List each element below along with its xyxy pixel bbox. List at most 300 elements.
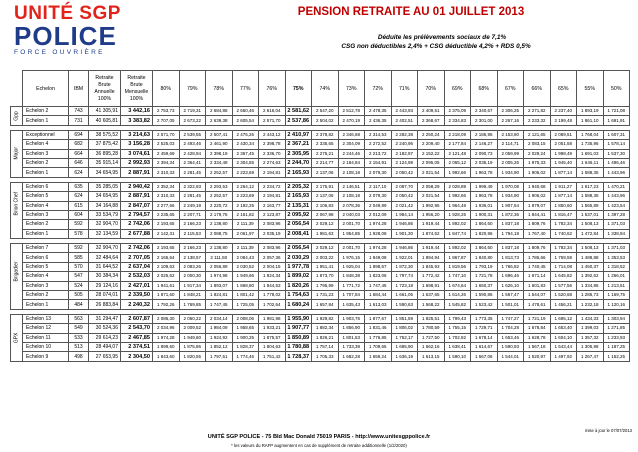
monthly-pension-cell: 2 304,50 [121, 352, 153, 361]
header-echelon: Echelon [23, 71, 69, 107]
pension-rate-cell: 2 166,23 [179, 244, 206, 253]
pension-rate-cell: 2 340,67 [471, 107, 498, 116]
pension-rate-cell: 2 478,35 [365, 107, 392, 116]
pension-rate-cell: 2 108,18 [338, 192, 365, 201]
pension-rate-cell: 1 956,20 [418, 210, 445, 219]
pension-rate-cell: 2 375,09 [444, 107, 471, 116]
pension-rate-cell: 2 605,54 [232, 116, 259, 125]
pension-rate-cell: 2 293,53 [206, 182, 233, 191]
pension-rate-cell: 2 194,81 [259, 192, 286, 201]
pension-rate-cell: 1 974,28 [153, 333, 180, 342]
table-row [11, 116, 630, 125]
pension-rate-cell: 2 050,42 [391, 192, 418, 201]
pension-rate-cell: 1 844,53 [259, 281, 286, 290]
pension-rate-cell: 2 090,73 [471, 149, 498, 158]
monthly-pension-cell: 2 742,06 [121, 244, 153, 253]
annual-pension-cell: 36 895,28 [89, 149, 121, 158]
pension-rate-cell: 1 795,99 [312, 281, 339, 290]
pension-rate-cell: 2 322,93 [179, 182, 206, 191]
pension-rate-cell: 2 470,19 [338, 116, 365, 125]
pension-rate-cell: 1 941,61 [153, 281, 180, 290]
pension-rate-cell: 2 305,95 [285, 149, 312, 158]
pension-rate-cell: 2 114,71 [497, 140, 524, 149]
pension-rate-cell: 1 900,31 [471, 210, 498, 219]
pension-rate-cell: 1 794,18 [497, 229, 524, 238]
table-row [11, 201, 630, 210]
pension-rate-cell: 1 613,03 [365, 300, 392, 309]
pension-rate-cell: 1 894,94 [418, 253, 445, 262]
pension-rate-cell: 1 906,02 [524, 168, 551, 177]
pension-rate-cell: 1 766,82 [497, 262, 524, 271]
pension-rate-cell: 1 674,64 [444, 281, 471, 290]
pension-rate-cell: 1 850,89 [285, 333, 312, 342]
pension-rate-cell: 2 067,98 [312, 210, 339, 219]
pension-rate-cell: 1 698,91 [418, 281, 445, 290]
monthly-pension-cell: 2 742,06 [121, 220, 153, 229]
pension-rate-cell: 1 590,10 [444, 352, 471, 361]
pension-rate-cell: 1 645,82 [550, 272, 577, 281]
monthly-pension-cell: 3 074,61 [121, 149, 153, 158]
pension-rate-cell: 2 193,65 [153, 220, 180, 229]
pension-rate-cell: 2 199,48 [550, 116, 577, 125]
pension-rate-cell: 1 877,67 [365, 314, 392, 323]
echelon-cell: Echelon 2 [23, 220, 69, 229]
pension-rate-cell: 1 650,37 [471, 281, 498, 290]
annual-pension-cell: 38 575,52 [89, 130, 121, 139]
pension-rate-cell: 2 277,66 [153, 201, 180, 210]
pension-rate-cell: 1 919,44 [418, 220, 445, 229]
pension-rate-cell: 1 772,42 [418, 272, 445, 281]
pension-rate-cell: 2 475,26 [232, 130, 259, 139]
pension-rate-cell: 2 235,65 [153, 210, 180, 219]
logo-line-3: FORCE OUVRIÈRE [14, 49, 105, 56]
pension-rate-cell: 2 060,22 [179, 314, 206, 323]
pension-rate-cell: 2 079,30 [365, 192, 392, 201]
pension-rate-cell: 2 281,45 [179, 168, 206, 177]
echelon-cell: Echelon 4 [23, 140, 69, 149]
pension-rate-cell: 1 628,78 [524, 333, 551, 342]
monthly-pension-cell: 3 442,16 [121, 107, 153, 116]
logo-line-1: UNITÉ SGP [14, 3, 121, 24]
pension-rate-cell: 2 571,70 [259, 116, 286, 125]
pension-rate-cell: 1 780,88 [285, 342, 312, 351]
ib-cell: 484 [69, 300, 89, 309]
page-title: PENSION RETRAITE AU 01 JUILLET 2013 [297, 6, 525, 18]
pension-rate-cell: 1 709,65 [365, 342, 392, 351]
pension-rate-cell: 1 882,34 [312, 324, 339, 333]
echelon-cell: Echelon 2 [23, 158, 69, 167]
annual-pension-cell: 34 654,95 [89, 192, 121, 201]
pension-rate-cell: 1 470,21 [603, 182, 630, 191]
monthly-pension-cell: 2 847,07 [121, 201, 153, 210]
pension-rate-cell: 1 567,18 [524, 342, 551, 351]
pension-rate-cell: 2 123,87 [259, 210, 286, 219]
pension-rate-cell: 2 121,48 [444, 149, 471, 158]
header-pct: 76% [259, 71, 286, 107]
pension-rate-cell: 2 493,46 [179, 140, 206, 149]
pension-rate-cell: 2 539,55 [179, 130, 206, 139]
pension-rate-cell: 1 685,90 [391, 342, 418, 351]
pension-rate-cell: 1 120,16 [603, 300, 630, 309]
pension-rate-cell: 1 954,85 [338, 229, 365, 238]
pension-rate-cell: 2 684,88 [206, 107, 233, 116]
pension-rate-cell: 1 801,53 [338, 333, 365, 342]
pension-rate-cell: 1 286,73 [577, 291, 604, 300]
pension-rate-cell: 2 061,97 [232, 229, 259, 238]
pension-rate-cell: 1 776,85 [365, 333, 392, 342]
pension-rate-cell: 2 165,93 [285, 168, 312, 177]
pension-rate-cell: 2 707,05 [153, 116, 180, 125]
annual-pension-cell: 35 915,14 [89, 158, 121, 167]
pension-rate-cell: 1 901,30 [391, 229, 418, 238]
echelon-cell: Echelon 1 [23, 300, 69, 309]
pension-rate-cell: 1 578,14 [603, 140, 630, 149]
table-row [11, 333, 630, 342]
pension-rate-cell: 1 757,14 [312, 342, 339, 351]
pension-rate-cell: 2 314,53 [365, 130, 392, 139]
pension-rate-cell: 1 840,80 [471, 253, 498, 262]
pension-rate-cell: 1 826,21 [312, 333, 339, 342]
table-row [11, 314, 630, 323]
pension-rate-cell: 1 981,98 [259, 314, 286, 323]
pension-rate-cell: 2 056,54 [285, 220, 312, 229]
pension-rate-cell: 1 740,45 [524, 262, 551, 271]
pension-rate-cell: 2 009,52 [179, 324, 206, 333]
ib-cell: 743 [69, 107, 89, 116]
pension-rate-cell: 1 568,22 [418, 300, 445, 309]
grade-label-cell [11, 130, 23, 177]
ib-cell: 570 [69, 262, 89, 271]
echelon-cell: Echelon 1 [23, 116, 69, 125]
grade-label: Major [13, 146, 20, 160]
pension-rate-cell: 2 282,38 [391, 130, 418, 139]
pension-rate-cell: 1 725,05 [232, 300, 259, 309]
pension-rate-cell: 2 166,23 [179, 220, 206, 229]
echelon-cell: Echelon 10 [23, 342, 69, 351]
pension-rate-cell: 2 109,63 [153, 262, 180, 271]
pension-rate-cell: 1 353,53 [603, 253, 630, 262]
pension-rate-cell: 1 786,66 [524, 253, 551, 262]
ib-cell: 524 [69, 281, 89, 290]
pension-rate-cell: 1 924,34 [259, 272, 286, 281]
header-ib: IBM [69, 71, 89, 107]
pension-rate-cell: 1 864,60 [471, 220, 498, 229]
pension-rate-cell: 1 397,28 [603, 210, 630, 219]
pension-rate-cell: 2 252,57 [206, 192, 233, 201]
pension-rate-cell: 1 852,12 [206, 342, 233, 351]
pension-rate-cell: 2 306,25 [497, 107, 524, 116]
echelon-cell: Echelon 2 [23, 291, 69, 300]
table-row [11, 107, 630, 116]
echelon-cell: Exceptionnel [23, 130, 69, 139]
pension-rate-cell: 2 249,19 [179, 201, 206, 210]
pension-rate-cell: 2 117,10 [365, 182, 392, 191]
pension-rate-cell: 2 034,14 [206, 314, 233, 323]
pension-rate-cell: 2 346,68 [338, 130, 365, 139]
echelon-cell: Echelon 5 [23, 262, 69, 271]
pension-rate-cell: 2 034,96 [153, 324, 180, 333]
pension-rate-cell: 2 218,09 [444, 130, 471, 139]
pension-rate-cell: 1 868,80 [232, 281, 259, 290]
pension-rate-cell: 2 004,15 [259, 262, 286, 271]
pension-rate-cell: 2 571,70 [153, 130, 180, 139]
pension-rate-cell: 2 310,33 [153, 192, 180, 201]
annual-pension-cell: 29 124,16 [89, 281, 121, 290]
pension-rate-cell: 2 304,55 [232, 158, 259, 167]
pension-rate-cell: 2 267,16 [497, 116, 524, 125]
pension-rate-cell: 2 095,92 [285, 210, 312, 219]
pension-rate-cell: 1 646,11 [577, 158, 604, 167]
pension-rate-cell: 2 111,50 [206, 253, 233, 262]
pension-rate-cell: 1 922,01 [391, 253, 418, 262]
pension-rate-cell: 1 911,27 [550, 182, 577, 191]
pension-rate-cell: 2 240,96 [391, 140, 418, 149]
pension-rate-cell: 2 581,62 [285, 107, 312, 116]
pension-rate-cell: 1 657,84 [312, 300, 339, 309]
pension-rate-cell: 1 617,23 [577, 182, 604, 191]
pension-rate-cell: 1 951,41 [312, 262, 339, 271]
pension-rate-cell: 1 964,48 [444, 201, 471, 210]
pension-rate-cell: 1 752,17 [391, 333, 418, 342]
pension-rate-cell: 2 059,99 [497, 149, 524, 158]
pension-rate-cell: 2 028,89 [444, 182, 471, 191]
pension-rate-cell: 2 244,46 [338, 149, 365, 158]
grade-label: Brion Chef [13, 192, 20, 216]
pension-rate-cell: 1 318,52 [603, 262, 630, 271]
pension-rate-cell: 1 478,61 [524, 300, 551, 309]
pension-rate-cell: 1 936,01 [471, 201, 498, 210]
pension-rate-cell: 2 083,96 [259, 244, 286, 253]
table-row [11, 324, 630, 333]
pension-rate-cell: 1 399,03 [577, 324, 604, 333]
pension-rate-cell: 1 992,66 [444, 192, 471, 201]
pension-rate-cell: 2 271,82 [524, 107, 551, 116]
annual-pension-cell: 37 875,42 [89, 140, 121, 149]
pension-rate-cell: 1 907,77 [285, 324, 312, 333]
pension-rate-cell: 1 946,86 [391, 244, 418, 253]
pension-rate-cell: 1 434,33 [577, 314, 604, 323]
pension-rate-cell: 1 488,88 [577, 253, 604, 262]
annual-pension-cell: 30 524,36 [89, 324, 121, 333]
pension-rate-cell: 2 029,24 [524, 149, 551, 158]
echelon-cell: Echelon 5 [23, 192, 69, 201]
grade-label-cell [11, 244, 23, 310]
pension-rate-cell: 1 797,51 [206, 352, 233, 361]
ib-cell: 615 [69, 201, 89, 210]
pension-rate-cell: 1 545,82 [444, 300, 471, 309]
pension-rate-cell: 1 861,10 [577, 116, 604, 125]
pension-rate-cell: 1 782,34 [550, 220, 577, 229]
pension-rate-cell: 2 443,93 [391, 107, 418, 116]
pension-rate-cell: 1 659,24 [365, 352, 392, 361]
echelon-cell: Echelon 1 [23, 229, 69, 238]
pension-rate-cell: 2 029,12 [312, 220, 339, 229]
monthly-pension-cell: 2 940,42 [121, 182, 153, 191]
pension-rate-cell: 2 233,32 [524, 116, 551, 125]
pension-rate-cell: 1 727,50 [418, 333, 445, 342]
pension-rate-cell: 2 000,30 [179, 272, 206, 281]
ib-cell: 547 [69, 272, 89, 281]
pension-rate-cell: 2 461,90 [206, 140, 233, 149]
grade-label: Brigadier [13, 261, 20, 282]
pension-rate-cell: 1 691,91 [603, 116, 630, 125]
pension-rate-cell: 1 820,55 [179, 352, 206, 361]
pension-rate-cell: 1 740,62 [550, 229, 577, 238]
pension-rate-cell: 2 083,15 [524, 140, 551, 149]
pension-rate-cell: 1 955,90 [285, 314, 312, 323]
pension-rate-cell: 1 567,47 [497, 291, 524, 300]
pension-rate-cell: 1 851,59 [391, 314, 418, 323]
monthly-pension-cell: 2 532,03 [121, 272, 153, 281]
annual-pension-cell: 40 605,81 [89, 116, 121, 125]
pension-rate-cell: 1 590,93 [497, 342, 524, 351]
logo [14, 4, 174, 58]
pension-rate-cell: 1 590,86 [471, 291, 498, 300]
pension-rate-cell: 2 035,19 [259, 229, 286, 238]
header-pct: 50% [603, 71, 630, 107]
annual-pension-cell: 29 614,23 [89, 333, 121, 342]
pension-rate-cell: 1 906,02 [524, 192, 551, 201]
ib-cell: 592 [69, 244, 89, 253]
pension-rate-cell: 2 237,40 [550, 107, 577, 116]
pension-rate-cell: 1 357,32 [577, 333, 604, 342]
monthly-pension-cell: 3 214,63 [121, 130, 153, 139]
pension-rate-cell: 1 662,16 [418, 342, 445, 351]
pension-rate-cell: 1 653,40 [550, 324, 577, 333]
pension-rate-cell: 1 925,04 [338, 262, 365, 271]
pension-rate-cell: 1 751,42 [259, 352, 286, 361]
pension-rate-cell: 2 272,52 [365, 140, 392, 149]
pension-rate-cell: 1 977,78 [285, 262, 312, 271]
pension-rate-cell: 2 512,78 [338, 107, 365, 116]
monthly-pension-cell: 2 992,93 [121, 158, 153, 167]
pension-rate-cell: 2 304,09 [338, 140, 365, 149]
pension-rate-cell: 2 275,21 [312, 149, 339, 158]
pension-rate-cell: 2 088,75 [206, 229, 233, 238]
table-row [11, 229, 630, 238]
pension-rate-cell: 2 056,89 [206, 262, 233, 271]
echelon-cell: Echelon 4 [23, 272, 69, 281]
table-row [11, 281, 630, 290]
grade-label: GPX [13, 332, 20, 344]
ib-cell: 731 [69, 116, 89, 125]
pension-rate-cell: 1 782,34 [550, 244, 577, 253]
pension-rate-cell: 1 661,05 [391, 291, 418, 300]
pension-rate-cell: 1 590,63 [391, 300, 418, 309]
pension-rate-cell: 1 604,10 [550, 333, 577, 342]
pension-rate-cell: 1 999,49 [471, 182, 498, 191]
ib-cell: 498 [69, 352, 89, 361]
pension-rate-cell: 1 702,82 [444, 333, 471, 342]
pension-rate-cell: 1 877,14 [550, 192, 577, 201]
pension-rate-cell: 2 005,26 [497, 158, 524, 167]
echelon-cell: Echelon 3 [23, 149, 69, 158]
pension-rate-cell: 1 705,33 [312, 352, 339, 361]
pension-rate-cell: 2 021,42 [391, 201, 418, 210]
annual-pension-cell: 28 074,01 [89, 291, 121, 300]
table-body [11, 107, 630, 362]
monthly-pension-cell: 2 607,87 [121, 314, 153, 323]
pension-rate-cell: 1 975,33 [524, 158, 551, 167]
pension-rate-cell: 1 837,18 [497, 220, 524, 229]
pension-rate-cell: 1 613,15 [418, 352, 445, 361]
pension-rate-cell: 1 867,87 [444, 253, 471, 262]
table-row [11, 168, 630, 177]
table-row [11, 182, 630, 191]
pension-rate-cell: 1 892,02 [444, 220, 471, 229]
pension-rate-cell: 2 537,86 [285, 116, 312, 125]
pension-rate-cell: 1 899,02 [285, 272, 312, 281]
table-row [11, 192, 630, 201]
pension-rate-cell: 1 877,14 [550, 168, 577, 177]
annual-pension-cell: 30 384,34 [89, 272, 121, 281]
pension-rate-cell: 1 793,19 [471, 262, 498, 271]
pension-rate-cell: 1 958,65 [232, 324, 259, 333]
pension-rate-cell: 1 823,06 [365, 272, 392, 281]
pension-rate-cell: 1 702,64 [259, 300, 286, 309]
pension-rate-cell: 2 095,05 [418, 158, 445, 167]
pension-rate-cell: 1 769,85 [179, 300, 206, 309]
pension-rate-cell: 2 079,30 [365, 168, 392, 177]
annual-pension-cell: 35 285,05 [89, 182, 121, 191]
pension-rate-cell: 2 252,57 [206, 168, 233, 177]
pension-rate-cell: 1 792,26 [153, 300, 180, 309]
pension-rate-cell: 1 903,75 [338, 314, 365, 323]
table-row [11, 130, 630, 139]
table-row [11, 253, 630, 262]
pension-table [10, 70, 630, 362]
pension-rate-cell: 1 992,95 [418, 201, 445, 210]
pension-rate-cell: 2 207,71 [179, 210, 206, 219]
pension-rate-cell: 2 193,65 [153, 244, 180, 253]
pension-rate-cell: 2 182,97 [391, 149, 418, 158]
pension-rate-cell: 1 893,19 [577, 107, 604, 116]
pension-rate-cell: 1 443,96 [603, 168, 630, 177]
ib-cell: 549 [69, 324, 89, 333]
pension-rate-cell: 1 825,51 [418, 314, 445, 323]
pension-rate-cell: 2 030,52 [232, 262, 259, 271]
annual-pension-cell: 34 164,88 [89, 201, 121, 210]
pension-rate-cell: 1 682,28 [338, 352, 365, 361]
annual-pension-cell: 41 305,91 [89, 107, 121, 116]
pension-rate-cell: 2 459,69 [153, 149, 180, 158]
annual-pension-cell: 32 904,70 [89, 220, 121, 229]
pension-rate-cell: 2 135,31 [285, 201, 312, 210]
pension-rate-cell: 1 695,12 [550, 314, 577, 323]
echelon-cell: Echelon 4 [23, 201, 69, 210]
pension-rate-cell: 2 115,53 [179, 229, 206, 238]
pension-rate-cell: 2 057,36 [259, 253, 286, 262]
pension-rate-cell: 2 368,67 [418, 116, 445, 125]
pension-rate-cell: 2 021,54 [418, 192, 445, 201]
pension-rate-cell: 2 153,80 [497, 130, 524, 139]
pension-rate-cell: 2 030,29 [285, 253, 312, 262]
pension-rate-cell: 1 934,90 [497, 168, 524, 177]
pension-rate-cell: 1 856,90 [338, 324, 365, 333]
monthly-pension-cell: 3 383,82 [121, 116, 153, 125]
header-brut-mensuelle: Retraite Brute Mensuelle 100% [121, 71, 153, 107]
pension-rate-cell: 2 084,43 [232, 253, 259, 262]
pension-rate-cell: 1 820,26 [285, 281, 312, 290]
pension-rate-cell: 2 050,42 [391, 168, 418, 177]
ib-cell: 533 [69, 333, 89, 342]
pension-rate-cell: 1 614,26 [444, 291, 471, 300]
pension-rate-cell: 1 637,65 [418, 291, 445, 300]
pension-rate-cell: 1 780,59 [418, 324, 445, 333]
monthly-pension-cell: 2 427,01 [121, 281, 153, 290]
echelon-cell: Echelon 11 [23, 333, 69, 342]
pension-rate-cell: 1 423,54 [603, 201, 630, 210]
